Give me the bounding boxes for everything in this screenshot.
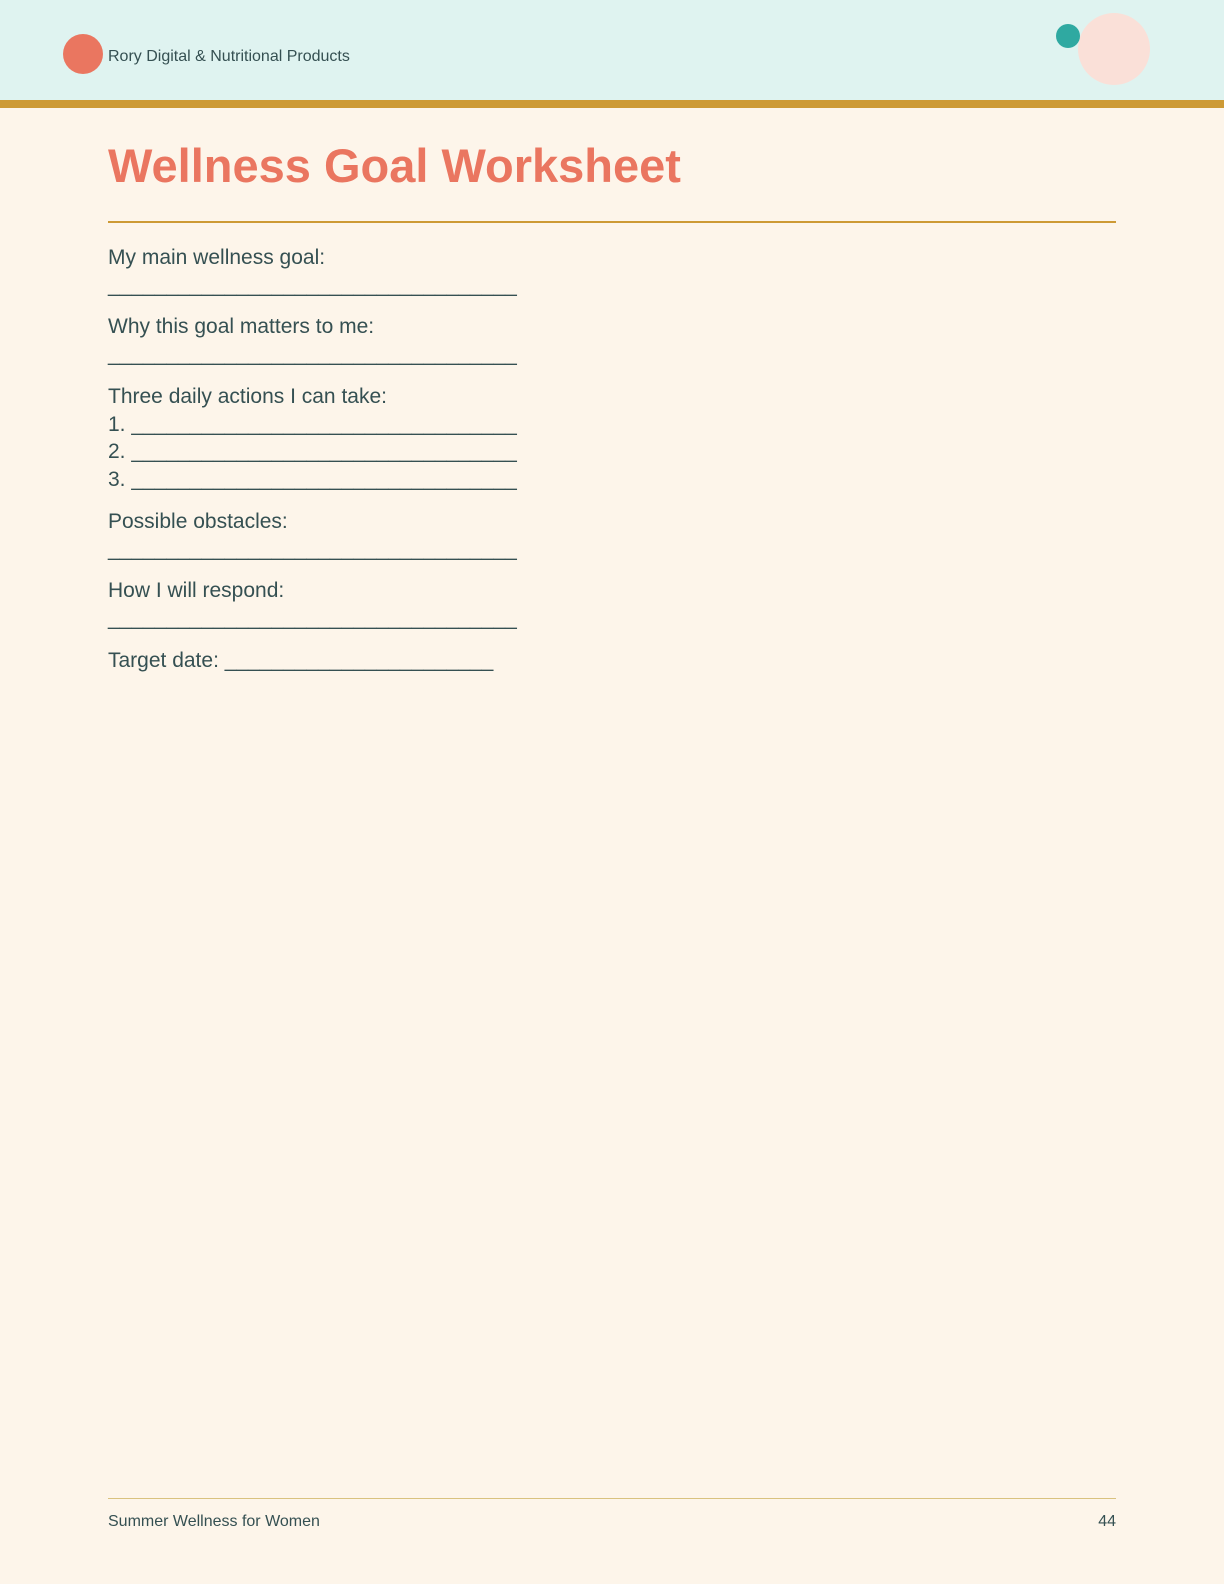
main-goal-answer-line: ___________________________________: [108, 274, 517, 297]
respond-label: How I will respond:: [108, 579, 285, 602]
why-label: Why this goal matters to me:: [108, 315, 375, 338]
main-goal-label: My main wellness goal:: [108, 246, 326, 269]
coral-circle-decoration: [63, 34, 103, 74]
obstacles-answer-line: ___________________________________: [108, 538, 517, 561]
teal-circle-decoration: [1056, 24, 1080, 48]
respond-answer-line: ___________________________________: [108, 607, 517, 630]
target-date-line: Target date: _______________________: [108, 649, 494, 672]
action-two-line: 2. _________________________________: [108, 440, 517, 463]
title-divider: [108, 221, 1116, 223]
footer-title: Summer Wellness for Women: [108, 1513, 320, 1530]
footer-divider: [108, 1498, 1116, 1499]
header-rule: [0, 100, 1224, 108]
action-three-line: 3. _________________________________: [108, 468, 517, 491]
why-answer-line: ___________________________________: [108, 343, 517, 366]
obstacles-label: Possible obstacles:: [108, 510, 288, 533]
page-number: 44: [1098, 1513, 1116, 1530]
page-title: Wellness Goal Worksheet: [108, 139, 681, 192]
pink-circle-decoration: [1078, 13, 1150, 85]
actions-label: Three daily actions I can take:: [108, 385, 387, 408]
action-one-line: 1. _________________________________: [108, 413, 517, 436]
brand-name: Rory Digital & Nutritional Products: [108, 48, 350, 65]
